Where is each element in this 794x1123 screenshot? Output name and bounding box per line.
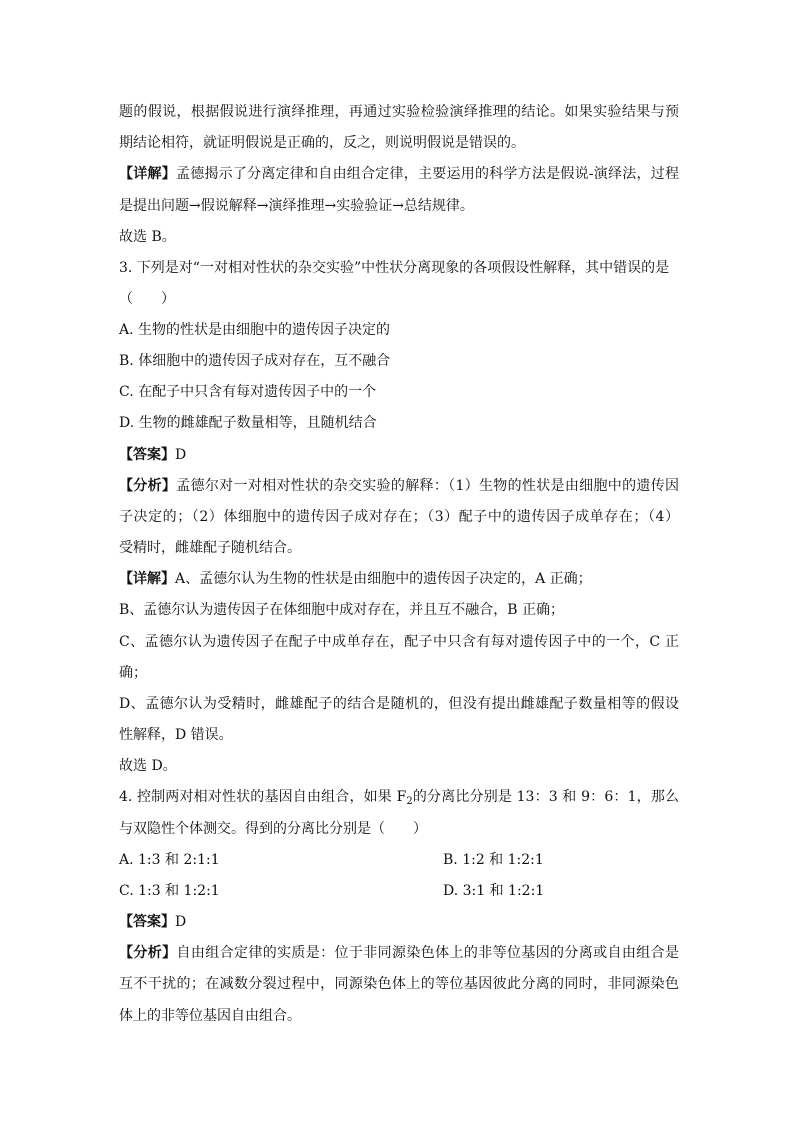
answer-tag: 【答案】 — [119, 447, 175, 463]
q3-answer — [119, 445, 679, 465]
q3-detail-text-1: A、孟德尔认为生物的性状是由细胞中的遗传因子决定的，A 正确； — [175, 571, 592, 587]
detail-tag: 【详解】 — [119, 166, 176, 182]
q3-option-d: D. 生物的雌雄配子数量相等，且随机结合 — [119, 415, 377, 431]
analysis-tag: 【分析】 — [119, 945, 177, 961]
q3-detail-line-2: B、孟德尔认为遗传因子在体细胞中成对存在，并且互不融合，B 正确； — [119, 602, 565, 618]
q3-analysis-text-1: 孟德尔对一对相对性状的杂交实验的解释：（1）生物的性状是由细胞中的遗传因 — [176, 478, 679, 494]
q3-analysis-line-1 — [119, 476, 679, 496]
q3-detail-line-5: D、孟德尔认为受精时，雌雄配子的结合是随机的，但没有提出雌雄配子数量相等的假设 — [119, 696, 679, 712]
q2-detail-line-2: 是提出问题→假说解释→演绎推理→实验验证→总结规律。 — [119, 198, 474, 214]
q2-detail-line-1 — [119, 164, 679, 184]
q3-choice: 故选 D。 — [119, 758, 177, 774]
q3-detail-line-3: C、孟德尔认为遗传因子在配子中成单存在，配子中只含有每对遗传因子中的一个，C 正 — [119, 634, 679, 650]
intro-line-1: 题的假说，根据假说进行演绎推理，再通过实验检验演绎推理的结论。如果实验结果与预 — [119, 104, 679, 120]
q3-answer-value: D — [175, 447, 187, 463]
intro-line-2: 期结论相符，就证明假说是正确的，反之，则说明假说是错误的。 — [119, 135, 525, 151]
q3-detail-line-4: 确； — [119, 665, 147, 681]
q3-detail-line-6: 性解释，D 错误。 — [119, 727, 233, 743]
q4-answer-value: D — [175, 914, 187, 930]
q3-analysis-line-2: 子决定的；（2）体细胞中的遗传因子成对存在；（3）配子中的遗传因子成单存在；（4） — [119, 509, 679, 525]
answer-tag: 【答案】 — [119, 914, 175, 930]
q3-detail-line-1 — [119, 569, 679, 589]
q3-analysis-line-3: 受精时，雌雄配子随机结合。 — [119, 540, 301, 556]
q4-analysis-line-2: 互不干扰的；在减数分裂过程中，同源染色体上的等位基因彼此分离的同时，非同源染色 — [119, 976, 679, 992]
analysis-tag: 【分析】 — [119, 478, 177, 494]
q4-answer — [119, 912, 679, 932]
q2-choice: 故选 B。 — [119, 229, 176, 245]
q2-detail-text-1: 孟德揭示了分离定律和自由组合定律，主要运用的科学方法是假说-演绎法，过程 — [175, 166, 679, 182]
q4-subscript-2: 2 — [406, 796, 413, 807]
q4-stem-line-2: 与双隐性个体测交。得到的分离比分别是（ ） — [119, 821, 427, 837]
q4-option-c: C. 1:3 和 1:2:1 — [119, 883, 220, 899]
q4-option-d: D. 3:1 和 1:2:1 — [443, 883, 545, 899]
q4-analysis-line-3: 体上的非等位基因自由组合。 — [119, 1008, 301, 1024]
q3-option-a: A. 生物的性状是由细胞中的遗传因子决定的 — [119, 322, 391, 338]
q3-stem-line-1: 3. 下列是对“一对相对性状的杂交实验”中性状分离现象的各项假设性解释，其中错误的是 — [119, 260, 670, 276]
q4-analysis-text-1: 自由组合定律的实质是：位于非同源染色体上的非等位基因的分离或自由组合是 — [176, 945, 679, 961]
detail-tag: 【详解】 — [119, 571, 175, 587]
q4-stem-line-1 — [119, 787, 679, 807]
q3-option-c: C. 在配子中只含有每对遗传因子中的一个 — [119, 384, 377, 400]
q4-option-b: B. 1:2 和 1:2:1 — [443, 852, 544, 868]
q4-analysis-line-1 — [119, 943, 679, 963]
q4-stem-text-b: 的分离比分别是 13：3 和 9：6：1，那么 — [412, 789, 679, 805]
q3-stem-line-2: （ ） — [119, 291, 175, 307]
q4-option-a: A. 1:3 和 2:1:1 — [119, 852, 220, 868]
q3-option-b: B. 体细胞中的遗传因子成对存在，互不融合 — [119, 353, 391, 369]
q4-stem-text-a: 4. 控制两对相对性状的基因自由组合，如果 F — [119, 789, 407, 805]
